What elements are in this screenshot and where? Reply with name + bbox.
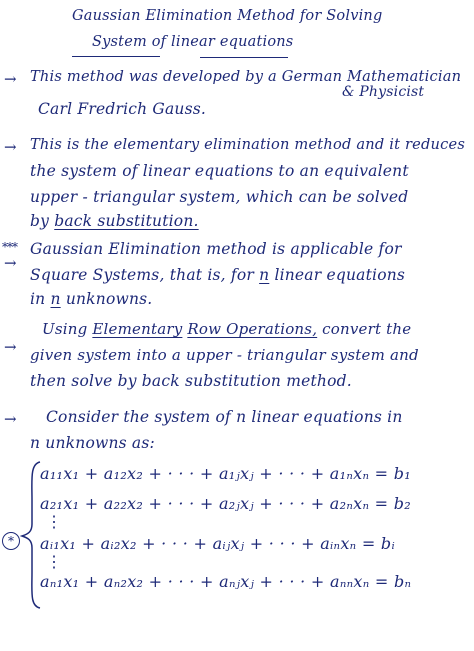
bullet1-line-1b: & Physicist	[342, 84, 425, 100]
bullet5-line-2: n unknowns as:	[30, 434, 155, 452]
bullet2-line-3: upper - triangular system, which can be solved	[30, 188, 409, 206]
row-operations-term: Row Operations,	[187, 320, 318, 338]
system-marker-icon: *	[2, 532, 20, 550]
equation-row-n: aₙ₁x₁ + aₙ₂x₂ + · · · + aₙⱼxⱼ + · · · + aₙₙxₙ = bₙ	[40, 572, 412, 591]
n-variable: n	[259, 266, 270, 284]
importance-stars-icon: ***	[2, 240, 17, 254]
bullet4-line-1-prefix: Using	[42, 320, 88, 338]
arrow-icon: →	[4, 410, 17, 428]
bullet1-line-2: Carl Fredrich Gauss.	[38, 100, 207, 118]
bullet1-line-1: This method was developed by a German Mathematician	[30, 68, 462, 85]
arrow-icon: →	[4, 70, 17, 88]
title-underline-left	[72, 56, 160, 57]
bullet5-line-1: Consider the system of n linear equations in	[46, 408, 403, 426]
equation-row-1: a₁₁x₁ + a₁₂x₂ + · · · + a₁ⱼxⱼ + · · · + a₁ₙxₙ = b₁	[40, 464, 411, 483]
bullet2-line-4-prefix: by	[30, 212, 50, 230]
bullet2-line-2: the system of linear equations to an equivalent	[30, 162, 409, 180]
back-substitution-term: back substitution.	[54, 212, 199, 230]
left-brace	[20, 460, 42, 610]
elementary-term: Elementary	[92, 320, 183, 338]
bullet4-line-3: then solve by back substitution method.	[30, 372, 352, 390]
vdots: ⋮	[46, 552, 63, 571]
n-variable: n	[50, 290, 61, 308]
vdots: ⋮	[46, 512, 63, 531]
bullet3-line-3-suffix: unknowns.	[65, 290, 153, 308]
equation-row-i: aᵢ₁x₁ + aᵢ₂x₂ + · · · + aᵢⱼxⱼ + · · · + aᵢₙxₙ = bᵢ	[40, 534, 395, 553]
arrow-icon: →	[4, 138, 17, 156]
bullet3-line-1: Gaussian Elimination method is applicable for	[30, 240, 402, 258]
title-underline-right	[200, 57, 288, 58]
bullet3-line-2	[30, 266, 405, 284]
bullet4-line-1-suffix: convert the	[322, 320, 412, 338]
bullet2-line-4	[30, 212, 199, 230]
title-line-1: Gaussian Elimination Method for Solving	[72, 8, 383, 24]
equation-row-2: a₂₁x₁ + a₂₂x₂ + · · · + a₂ⱼxⱼ + · · · + a₂ₙxₙ = b₂	[40, 494, 411, 513]
title-line-2: System of linear equations	[92, 34, 294, 50]
arrow-icon: →	[4, 254, 17, 272]
bullet4-line-2: given system into a upper - triangular system and	[30, 346, 419, 364]
bullet2-line-1: This is the elementary elimination method and it reduces	[30, 136, 466, 153]
bullet4-line-1	[42, 320, 411, 338]
bullet3-line-3	[30, 290, 152, 308]
bullet3-line-2-prefix: Square Systems, that is, for	[30, 266, 254, 284]
bullet3-line-3-prefix: in	[30, 290, 46, 308]
bullet3-line-2-suffix: linear equations	[274, 266, 406, 284]
arrow-icon: →	[4, 338, 17, 356]
